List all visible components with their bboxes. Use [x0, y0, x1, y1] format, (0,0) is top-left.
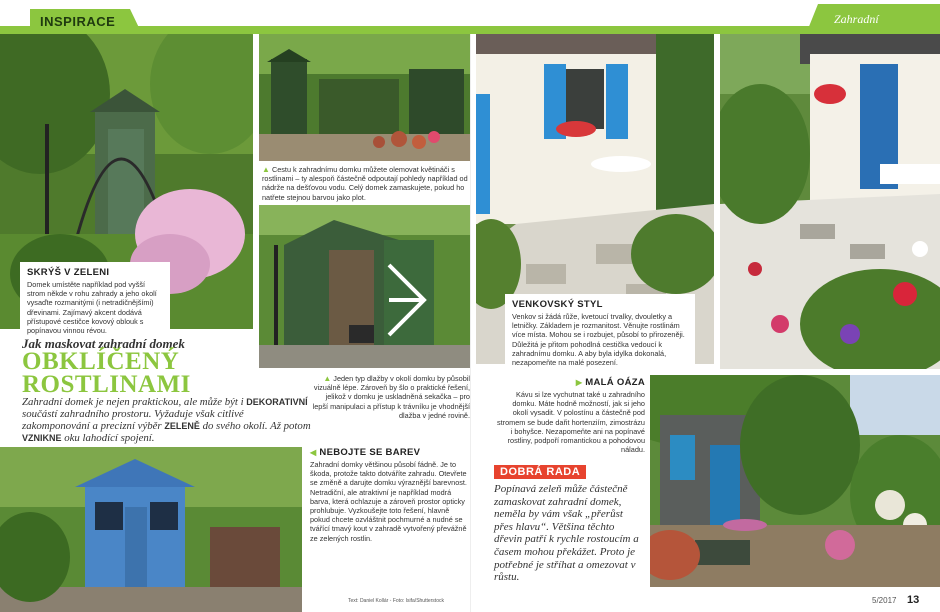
triangle-marker-icon: ▶ [575, 378, 583, 387]
issue-number: 5/2017 [872, 596, 897, 605]
photo-blue-shed [0, 447, 302, 612]
page-gutter [470, 34, 471, 612]
lead-bold-2: ZELENĚ [164, 421, 200, 431]
caption-dlazba [312, 374, 470, 434]
photo-mala-oaza [650, 375, 940, 587]
lead-bold-3: VZNIKNE [22, 433, 62, 443]
caption-body: Venkov si žádá růže, kvetoucí trvalky, dvouletky a letničky. Základem je rozmanitost. Věnujte rostlinám více místa. Mohou se i rozbujet, působí to přirozeněji. Důležitá je přitom pohodlná cestička vedoucí k zahradnímu domku. A aby byla idylka dokonalá, nezapomeňte na malé posezení. [512, 312, 685, 368]
article-kicker: Jak maskovat zahradní domek [22, 336, 185, 351]
lead-text-3: do svého okolí. Až potom [202, 420, 311, 432]
page-number: 13 [907, 594, 920, 606]
caption-venkovsky-styl [505, 294, 695, 368]
lead-text-1: Zahradní domek je nejen praktickou, ale může být i [22, 396, 244, 408]
headline-line2: ROSTLINAMI [22, 371, 191, 398]
caption-title: SKRÝŠ V ZELENI [27, 267, 110, 278]
triangle-marker-icon: ▲ [323, 374, 332, 383]
tip-box [494, 462, 644, 584]
section-tab [30, 9, 130, 34]
caption-body: Cestu k zahradnímu domku můžete olemovat květináči s rostlinami – ty alespoň částečně odpoutají pohledy například od nádrže na dešťovou vodu. Celý domek zamaskujete, pokud ho natřete stejnou barvou jako plot. [262, 165, 468, 202]
triangle-marker-icon: ▲ [262, 165, 270, 174]
series-tab-head [806, 4, 818, 34]
lead-text-2: součástí zahradního prostoru. Vyžaduje však citlivé zakomponování a precizní výběr [22, 408, 244, 432]
caption-nebojte-se-barev [310, 447, 470, 592]
caption-mala-oaza [495, 377, 645, 467]
caption-title: VENKOVSKÝ STYL [512, 299, 603, 310]
photo-open-shed [259, 205, 470, 368]
headline-line1: OBKLÍČENÝ [22, 348, 180, 375]
caption-body: Kávu si lze vychutnat také u zahradního domku. Máte hodně možností, jak si jeho okolí vysadit. V polostínu a částečně pod stromem se bude dařit hortenziím, zimostrázu i bohyšce. Nezapomeňte ani na popínavé rostliny, podpoří romantickou a pohodovou náladu. [496, 390, 645, 455]
photo-credit: Text: Daniel Kollár ◦ Foto: Isifa/Shutterstock [348, 598, 444, 604]
caption-title: MALÁ OÁZA [585, 377, 645, 388]
series-tab [818, 4, 940, 34]
article-headline [22, 350, 282, 396]
caption-body: Jeden typ dlažby v okolí domku by působil vizuálně lépe. Zároveň by šlo o praktické řešení, jelikož v domku je uskladněná sekačka – pro lepší manipulaci a přístup k trávníku je vhodnější dlažba v jedné rovině. [312, 374, 470, 420]
section-tab-tail [130, 9, 142, 34]
lead-text-4: oku lahodící spojení. [64, 432, 155, 444]
caption-body: Domek umístěte například pod vyšší strom někde v rohu zahrady a jeho okolí vysaďte rozmanitými (i netradičnějšími) dřevinami. Zajímavý akcent dodává přístupové cestičce kovový oblouk s popínavou vinnou révou. [27, 280, 157, 336]
lead-bold-1: DEKORATIVNÍ [246, 397, 308, 407]
photo-blue-door-garden [720, 34, 940, 369]
triangle-marker-icon: ◀ [310, 448, 317, 457]
tip-text: Popínavá zeleň může částečně zamaskovat zahradní domek, neměla by vám však „přerůst přes hlavu“. Většina těchto dřevin patří k rychle rostoucím a časem mohou překážet. Proto je potřebné je stříhat a omezovat v růstu. [494, 483, 639, 584]
article-lead [22, 396, 312, 444]
caption-body: Zahradní domky většinou působí fádně. Je to škoda, protože takto dotváříte zahradu. Otevřete se změně a darujte domku výraznější barevnost. Netradiční, ale atraktivní je například modrá barva, která ochlazuje a zároveň prostor opticky prohlubuje. Vyzkoušejte toto řešení, hlavně pokud chcete ozvláštnit pochmurné a nudné se tvářící tmavý kout v zahradě vytvořený převážně ze zelených rostlin. [310, 460, 467, 543]
caption-skrys-v-zeleni [20, 262, 170, 336]
caption-cesta [262, 165, 470, 205]
tip-badge: DOBRÁ RADA [494, 465, 586, 479]
photo-shed-pots [259, 34, 470, 161]
series-label-part1: Zahradní [834, 12, 879, 26]
section-label: INSPIRACE [40, 14, 116, 29]
caption-title: NEBOJTE SE BAREV [319, 447, 421, 458]
